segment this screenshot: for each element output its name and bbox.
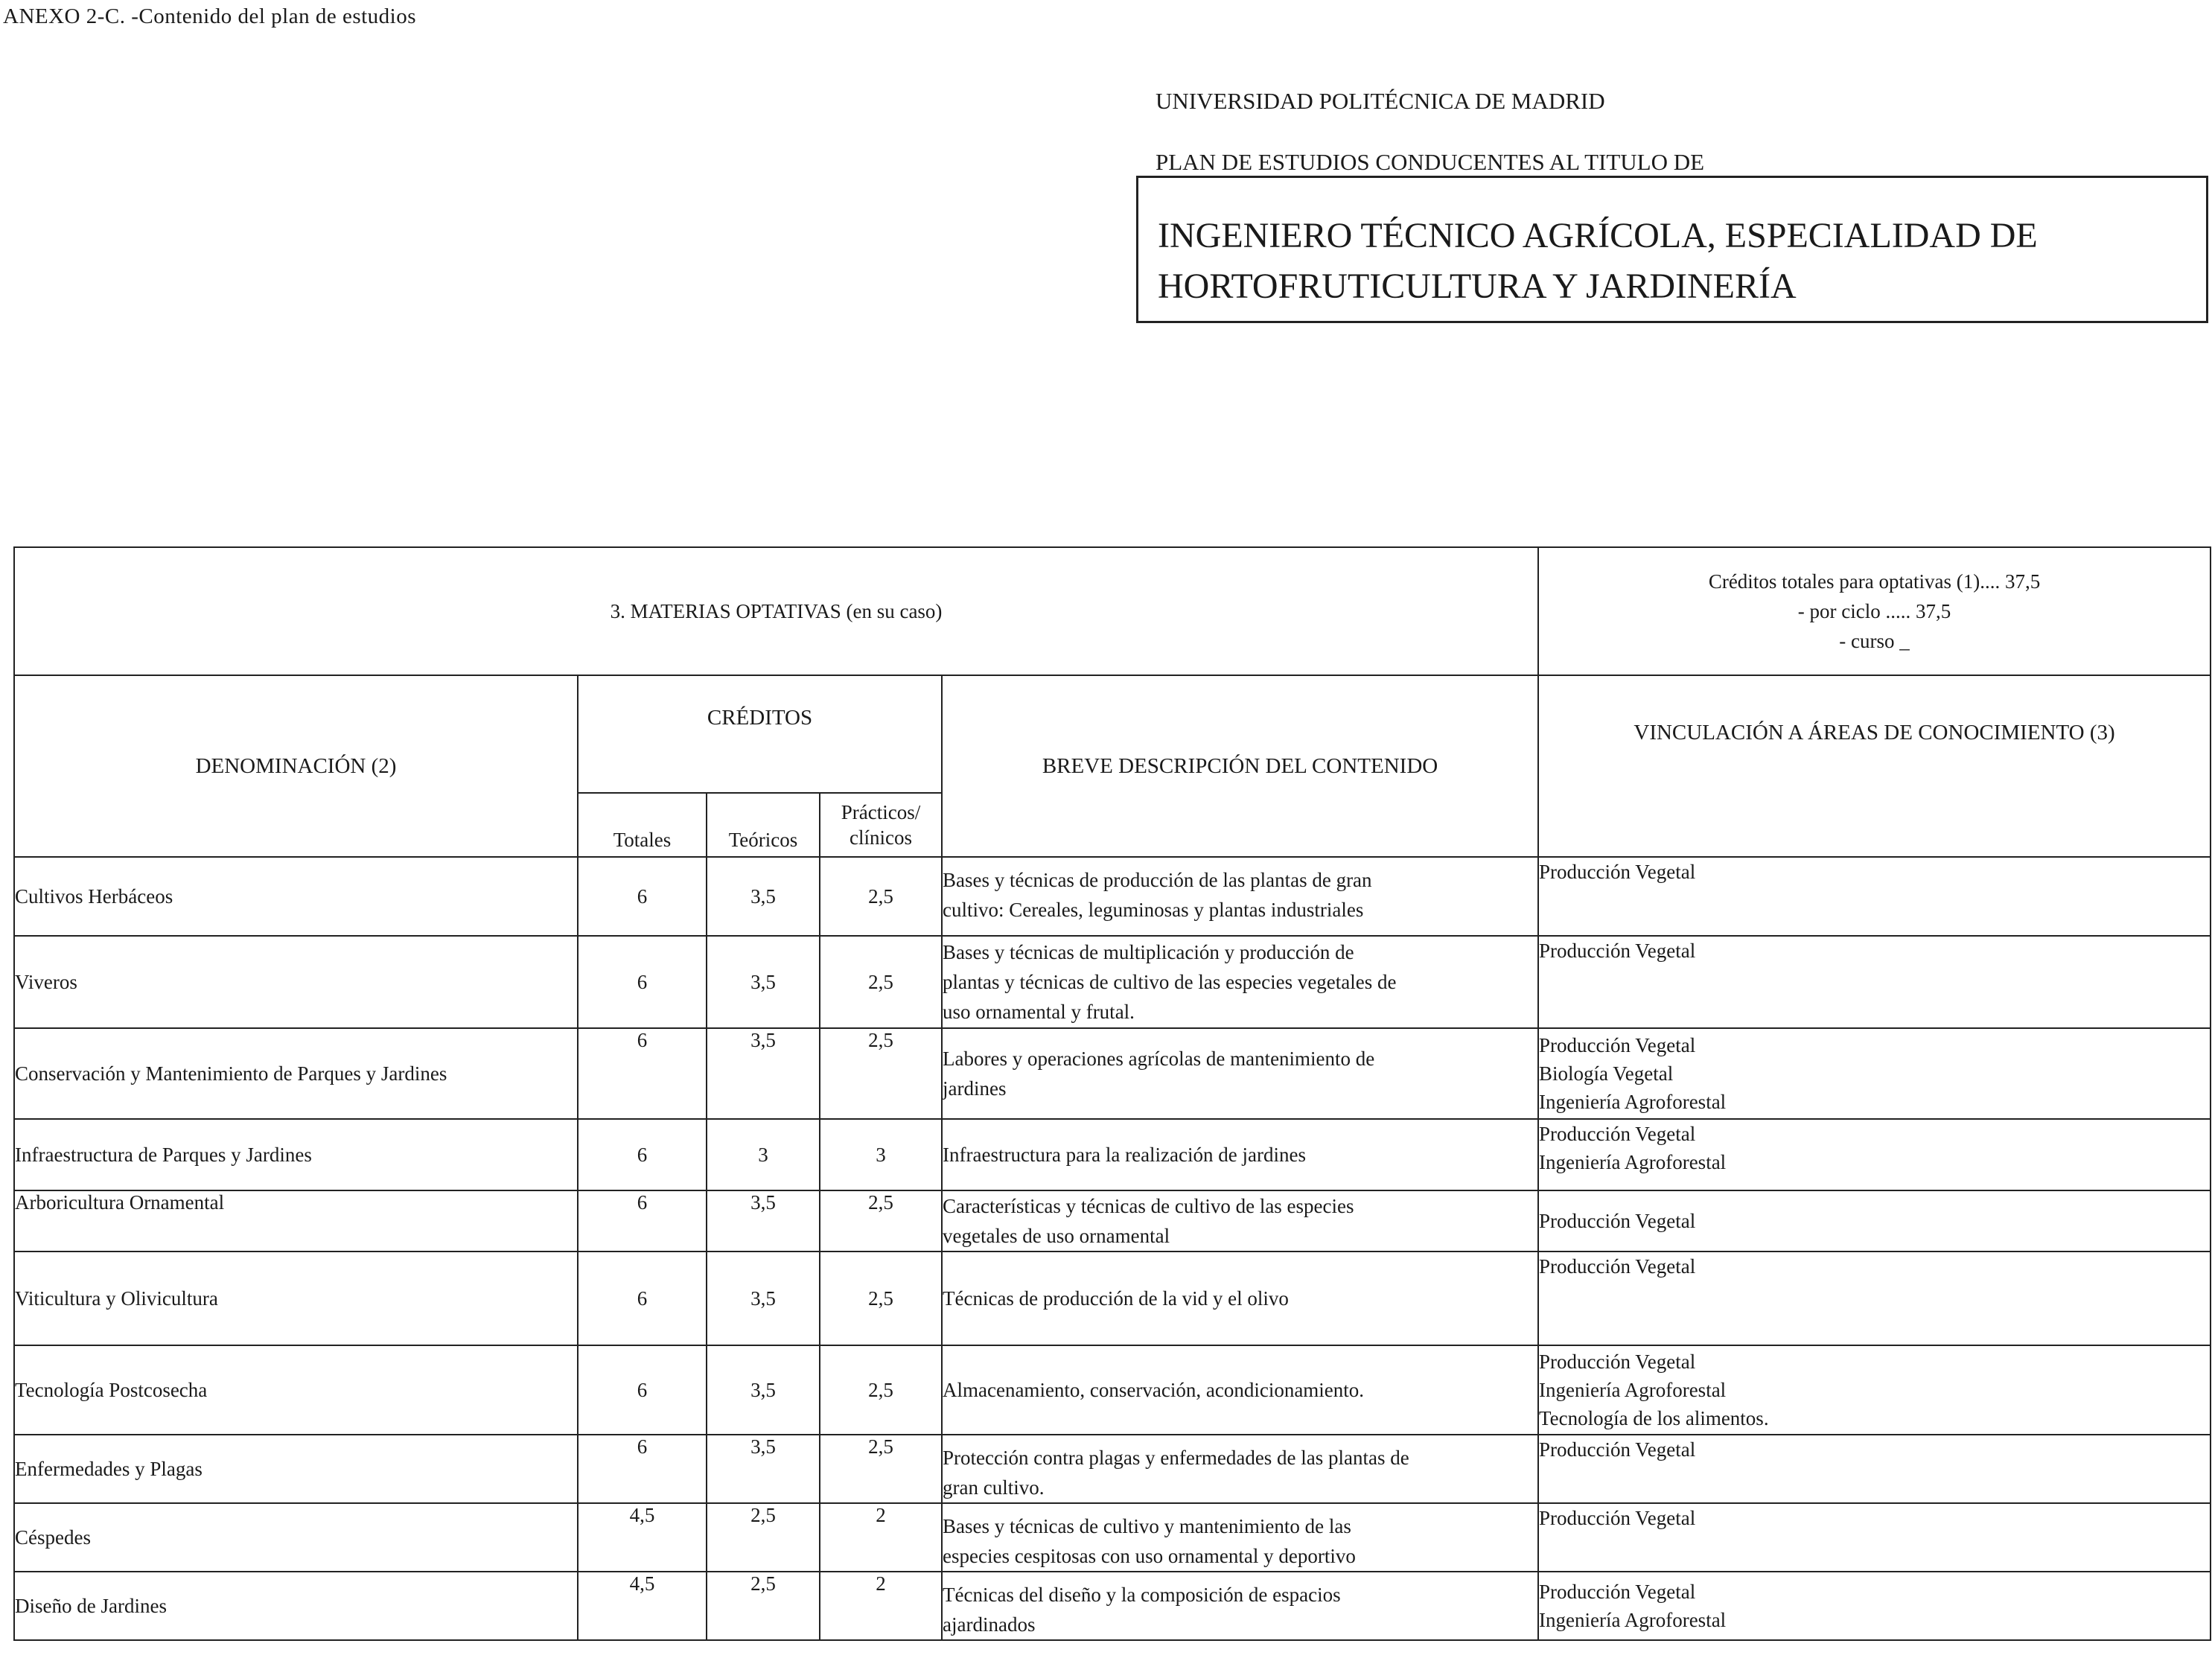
section-title: 3. MATERIAS OPTATIVAS (en su caso) (14, 547, 1538, 675)
area-item: Producción Vegetal (1539, 1351, 1696, 1373)
description-line: Bases y técnicas de cultivo y mantenimiento de las (943, 1515, 1351, 1537)
credits-summary (1538, 547, 2211, 675)
area-item: Producción Vegetal (1539, 1210, 1696, 1232)
table-row (14, 1503, 2211, 1572)
knowledge-areas (1538, 1572, 2211, 1640)
credits-theory: 3,5 (707, 1028, 820, 1119)
subject-description (942, 1119, 1538, 1190)
description-line: Técnicas de producción de la vid y el olivo (943, 1287, 1289, 1310)
subject-name: Infraestructura de Parques y Jardines (14, 1119, 578, 1190)
credits-totals: 6 (578, 1252, 707, 1345)
credits-totals: 6 (578, 936, 707, 1028)
subject-name: Viticultura y Olivicultura (14, 1252, 578, 1345)
table-row (14, 1119, 2211, 1190)
description-line: Bases y técnicas de producción de las plantas de gran (943, 869, 1372, 891)
area-item: Producción Vegetal (1539, 1034, 1696, 1056)
knowledge-areas (1538, 857, 2211, 936)
university-name: UNIVERSIDAD POLITÉCNICA DE MADRID (1156, 88, 1605, 114)
optional-subjects-table (13, 546, 2211, 1641)
knowledge-areas (1538, 1028, 2211, 1119)
subject-name: Viveros (14, 936, 578, 1028)
subject-description (942, 936, 1538, 1028)
area-item: Producción Vegetal (1539, 940, 1696, 962)
subject-name: Enfermedades y Plagas (14, 1435, 578, 1503)
description-line: vegetales de uso ornamental (943, 1225, 1170, 1247)
credits-practice: 2 (820, 1503, 942, 1572)
credits-theory: 3 (707, 1119, 820, 1190)
subject-name: Cultivos Herbáceos (14, 857, 578, 936)
credits-per-cycle: - por ciclo ..... 37,5 (1797, 600, 1951, 622)
knowledge-areas (1538, 1435, 2211, 1503)
subject-description (942, 1190, 1538, 1252)
description-line: Técnicas del diseño y la composición de espacios (943, 1584, 1341, 1606)
description-line: cultivo: Cereales, leguminosas y plantas industriales (943, 899, 1364, 921)
credits-totals: 6 (578, 1345, 707, 1435)
description-line: especies cespitosas con uso ornamental y deportivo (943, 1545, 1356, 1567)
area-item: Producción Vegetal (1539, 1255, 1696, 1278)
area-item: Producción Vegetal (1539, 1438, 1696, 1461)
area-item: Ingeniería Agroforestal (1539, 1151, 1727, 1173)
description-line: Bases y técnicas de multiplicación y producción de (943, 941, 1354, 963)
credits-totals: 4,5 (578, 1503, 707, 1572)
credits-theory: 3,5 (707, 1190, 820, 1252)
area-item: Producción Vegetal (1539, 1123, 1696, 1145)
credits-totals: 6 (578, 857, 707, 936)
credits-practice: 2,5 (820, 1028, 942, 1119)
credits-theory: 2,5 (707, 1503, 820, 1572)
credits-practice: 2,5 (820, 857, 942, 936)
table-row (14, 1190, 2211, 1252)
column-header-name: DENOMINACIÓN (2) (14, 675, 578, 857)
credits-practice: 2,5 (820, 1190, 942, 1252)
credits-per-course: - curso _ (1839, 630, 1910, 652)
subject-name: Conservación y Mantenimiento de Parques y Jardines (14, 1028, 578, 1119)
credits-practice: 3 (820, 1119, 942, 1190)
table-row (14, 857, 2211, 936)
credits-theory: 3,5 (707, 1252, 820, 1345)
description-line: Características y técnicas de cultivo de las especies (943, 1195, 1354, 1217)
subject-name: Céspedes (14, 1503, 578, 1572)
subject-description (942, 1572, 1538, 1640)
credits-totals: 6 (578, 1028, 707, 1119)
credits-totals: 4,5 (578, 1572, 707, 1640)
table-row (14, 1028, 2211, 1119)
degree-title: INGENIERO TÉCNICO AGRÍCOLA, ESPECIALIDAD DE HORTOFRUTICULTURA Y JARDINERÍA (1158, 216, 2038, 306)
credits-totals: 6 (578, 1435, 707, 1503)
description-line: gran cultivo. (943, 1476, 1045, 1499)
annex-label: ANEXO 2-C. -Contenido del plan de estudios (3, 4, 417, 28)
description-line: plantas y técnicas de cultivo de las especies vegetales de (943, 971, 1397, 993)
subject-description (942, 1028, 1538, 1119)
credits-theory: 3,5 (707, 1435, 820, 1503)
subject-description (942, 1435, 1538, 1503)
area-item: Tecnología de los alimentos. (1539, 1407, 1769, 1429)
table-row (14, 1252, 2211, 1345)
area-item: Ingeniería Agroforestal (1539, 1091, 1727, 1113)
area-item: Biología Vegetal (1539, 1062, 1674, 1085)
subject-description (942, 857, 1538, 936)
knowledge-areas (1538, 1345, 2211, 1435)
description-line: Labores y operaciones agrícolas de mantenimiento de (943, 1048, 1375, 1070)
column-header-credits: CRÉDITOS (578, 675, 942, 793)
subject-name: Arboricultura Ornamental (14, 1190, 578, 1252)
credits-totals: 6 (578, 1190, 707, 1252)
table-row (14, 1345, 2211, 1435)
credits-practice: 2,5 (820, 1435, 942, 1503)
credits-practice: 2,5 (820, 1252, 942, 1345)
table-row (14, 936, 2211, 1028)
knowledge-areas (1538, 1119, 2211, 1190)
description-line: Infraestructura para la realización de jardines (943, 1144, 1306, 1166)
table-row (14, 1435, 2211, 1503)
column-header-description: BREVE DESCRIPCIÓN DEL CONTENIDO (942, 675, 1538, 857)
column-header-areas: VINCULACIÓN A ÁREAS DE CONOCIMIENTO (3) (1538, 675, 2211, 857)
knowledge-areas (1538, 1503, 2211, 1572)
credits-theory: 3,5 (707, 1345, 820, 1435)
area-item: Ingeniería Agroforestal (1539, 1379, 1727, 1401)
knowledge-areas (1538, 1190, 2211, 1252)
credits-theory: 2,5 (707, 1572, 820, 1640)
column-header-practice: Prácticos/ clínicos (820, 793, 942, 857)
subject-name: Diseño de Jardines (14, 1572, 578, 1640)
description-line: uso ornamental y frutal. (943, 1001, 1135, 1023)
credits-practice: 2,5 (820, 936, 942, 1028)
degree-title-box (1136, 176, 2208, 323)
credits-practice: 2,5 (820, 1345, 942, 1435)
description-line: ajardinados (943, 1613, 1036, 1636)
knowledge-areas (1538, 936, 2211, 1028)
subject-description (942, 1252, 1538, 1345)
column-header-theory: Teóricos (707, 793, 820, 857)
column-header-totals: Totales (578, 793, 707, 857)
area-item: Producción Vegetal (1539, 861, 1696, 883)
credits-practice: 2 (820, 1572, 942, 1640)
subject-name: Tecnología Postcosecha (14, 1345, 578, 1435)
description-line: Almacenamiento, conservación, acondicionamiento. (943, 1379, 1365, 1401)
knowledge-areas (1538, 1252, 2211, 1345)
area-item: Producción Vegetal (1539, 1581, 1696, 1603)
description-line: Protección contra plagas y enfermedades de las plantas de (943, 1447, 1409, 1469)
area-item: Ingeniería Agroforestal (1539, 1609, 1727, 1631)
credits-totals: 6 (578, 1119, 707, 1190)
credits-theory: 3,5 (707, 857, 820, 936)
credits-total: Créditos totales para optativas (1).... 37,5 (1708, 570, 2041, 593)
table-row (14, 1572, 2211, 1640)
description-line: jardines (943, 1077, 1007, 1100)
credits-theory: 3,5 (707, 936, 820, 1028)
plan-label: PLAN DE ESTUDIOS CONDUCENTES AL TITULO DE (1156, 149, 1705, 175)
subject-description (942, 1503, 1538, 1572)
subject-description (942, 1345, 1538, 1435)
area-item: Producción Vegetal (1539, 1507, 1696, 1529)
